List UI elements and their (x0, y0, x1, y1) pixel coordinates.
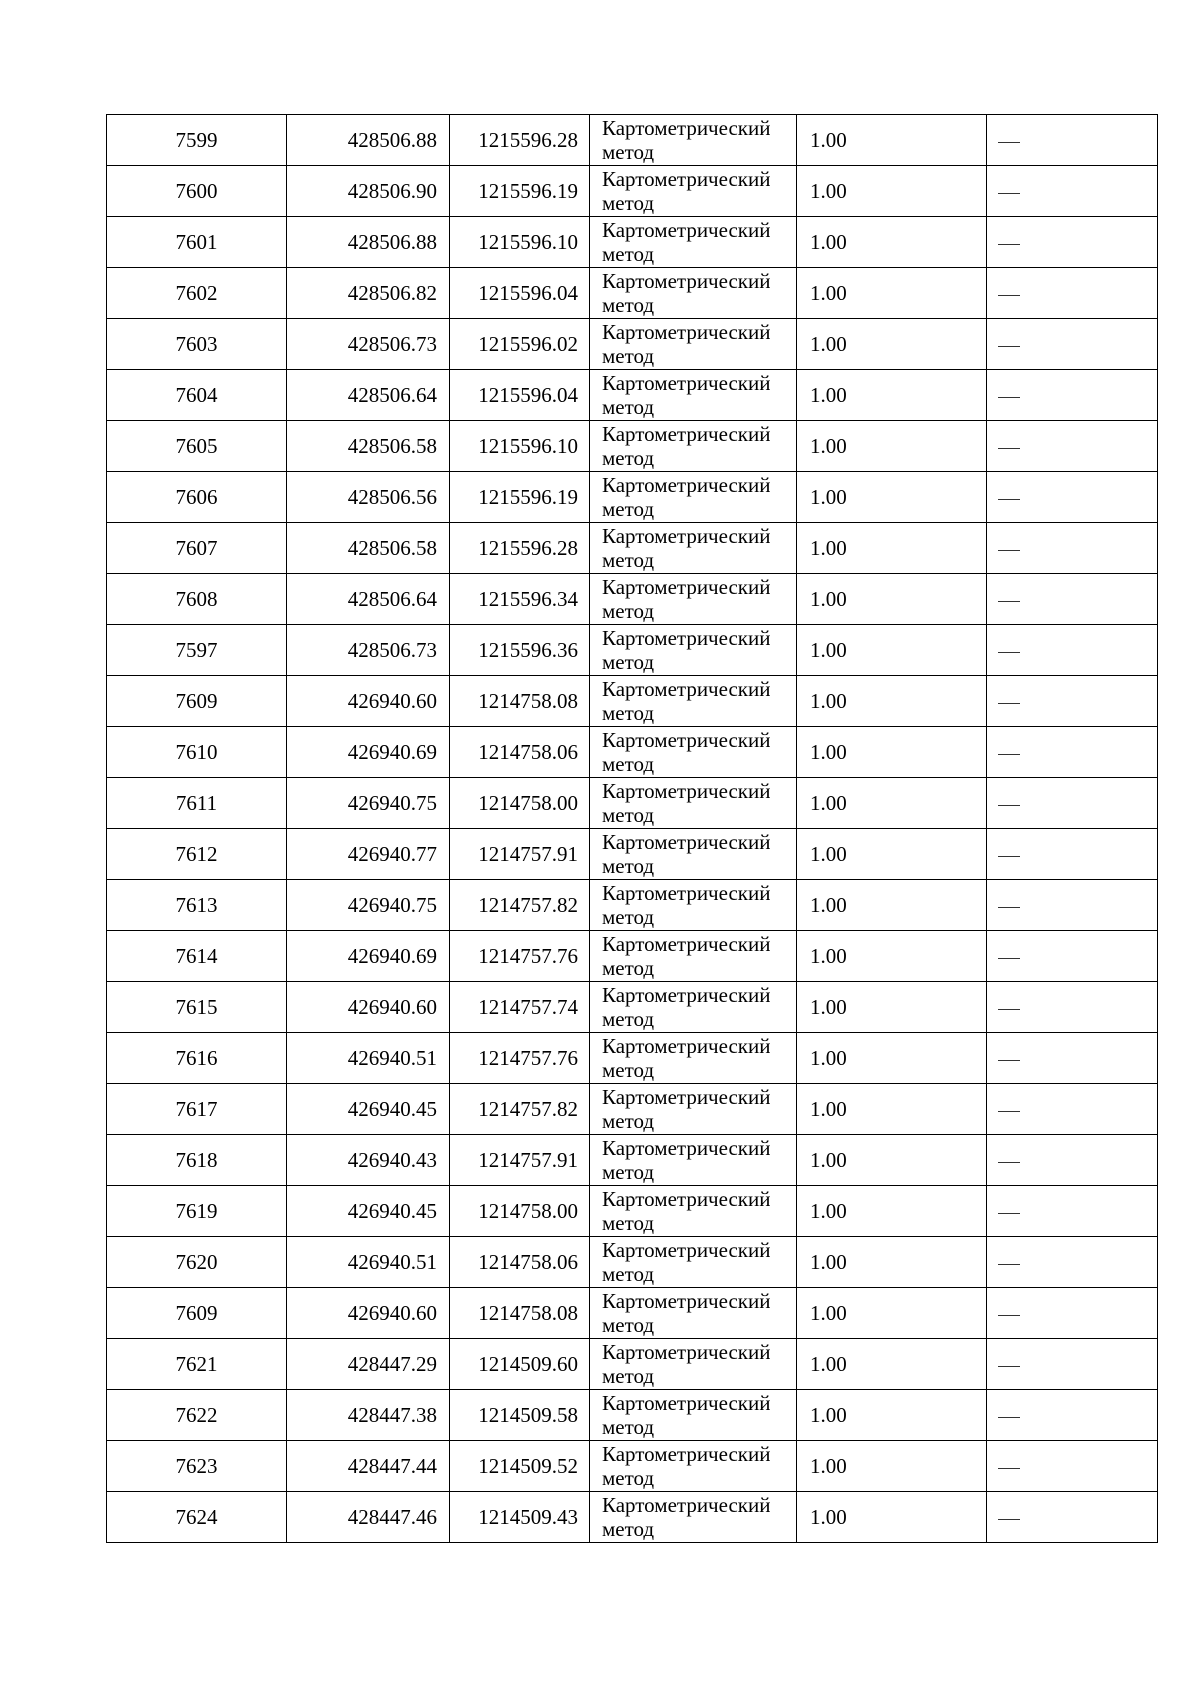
accuracy-cell: 1.00 (797, 625, 987, 676)
dash-mark (998, 601, 1020, 602)
method-cell: Картометрический метод (590, 778, 797, 829)
table-row (107, 625, 1158, 676)
table-row (107, 115, 1158, 166)
accuracy-cell: 1.00 (797, 217, 987, 268)
point-number-cell: 7623 (107, 1441, 287, 1492)
dash-mark (998, 1366, 1020, 1367)
table-row (107, 268, 1158, 319)
method-cell: Картометрический метод (590, 1339, 797, 1390)
description-cell (987, 370, 1158, 421)
description-cell (987, 982, 1158, 1033)
table-row (107, 1084, 1158, 1135)
x-coordinate-cell: 428506.73 (287, 625, 450, 676)
description-cell (987, 574, 1158, 625)
table-body (107, 115, 1158, 1543)
point-number-cell: 7611 (107, 778, 287, 829)
point-number-cell: 7600 (107, 166, 287, 217)
method-cell: Картометрический метод (590, 1135, 797, 1186)
accuracy-cell: 1.00 (797, 676, 987, 727)
y-coordinate-cell: 1214757.91 (450, 829, 590, 880)
table-row (107, 1288, 1158, 1339)
accuracy-cell: 1.00 (797, 931, 987, 982)
y-coordinate-cell: 1214758.00 (450, 1186, 590, 1237)
y-coordinate-cell: 1214757.74 (450, 982, 590, 1033)
accuracy-cell: 1.00 (797, 1186, 987, 1237)
dash-mark (998, 397, 1020, 398)
point-number-cell: 7621 (107, 1339, 287, 1390)
dash-mark (998, 1468, 1020, 1469)
x-coordinate-cell: 426940.43 (287, 1135, 450, 1186)
accuracy-cell: 1.00 (797, 523, 987, 574)
accuracy-cell: 1.00 (797, 1033, 987, 1084)
method-cell: Картометрический метод (590, 115, 797, 166)
point-number-cell: 7624 (107, 1492, 287, 1543)
accuracy-cell: 1.00 (797, 421, 987, 472)
x-coordinate-cell: 426940.60 (287, 982, 450, 1033)
dash-mark (998, 1315, 1020, 1316)
x-coordinate-cell: 426940.75 (287, 880, 450, 931)
y-coordinate-cell: 1214758.06 (450, 1237, 590, 1288)
description-cell (987, 778, 1158, 829)
accuracy-cell: 1.00 (797, 1288, 987, 1339)
table-row (107, 574, 1158, 625)
description-cell (987, 727, 1158, 778)
method-cell: Картометрический метод (590, 1288, 797, 1339)
point-number-cell: 7618 (107, 1135, 287, 1186)
point-number-cell: 7604 (107, 370, 287, 421)
method-cell: Картометрический метод (590, 217, 797, 268)
point-number-cell: 7617 (107, 1084, 287, 1135)
x-coordinate-cell: 426940.51 (287, 1033, 450, 1084)
point-number-cell: 7614 (107, 931, 287, 982)
method-cell: Картометрический метод (590, 1186, 797, 1237)
description-cell (987, 523, 1158, 574)
x-coordinate-cell: 428447.38 (287, 1390, 450, 1441)
table-row (107, 217, 1158, 268)
table-row (107, 727, 1158, 778)
table-row (107, 1339, 1158, 1390)
dash-mark (998, 907, 1020, 908)
method-cell: Картометрический метод (590, 268, 797, 319)
method-cell: Картометрический метод (590, 421, 797, 472)
point-number-cell: 7608 (107, 574, 287, 625)
x-coordinate-cell: 428506.88 (287, 115, 450, 166)
x-coordinate-cell: 426940.69 (287, 931, 450, 982)
table-row (107, 778, 1158, 829)
description-cell (987, 472, 1158, 523)
description-cell (987, 1135, 1158, 1186)
dash-mark (998, 652, 1020, 653)
x-coordinate-cell: 428506.56 (287, 472, 450, 523)
description-cell (987, 1339, 1158, 1390)
table-row (107, 1441, 1158, 1492)
y-coordinate-cell: 1214757.82 (450, 1084, 590, 1135)
accuracy-cell: 1.00 (797, 778, 987, 829)
dash-mark (998, 346, 1020, 347)
accuracy-cell: 1.00 (797, 115, 987, 166)
table-row (107, 1237, 1158, 1288)
x-coordinate-cell: 428447.46 (287, 1492, 450, 1543)
description-cell (987, 217, 1158, 268)
x-coordinate-cell: 428506.82 (287, 268, 450, 319)
y-coordinate-cell: 1214757.82 (450, 880, 590, 931)
dash-mark (998, 703, 1020, 704)
y-coordinate-cell: 1215596.02 (450, 319, 590, 370)
point-number-cell: 7612 (107, 829, 287, 880)
accuracy-cell: 1.00 (797, 268, 987, 319)
accuracy-cell: 1.00 (797, 319, 987, 370)
method-cell: Картометрический метод (590, 676, 797, 727)
accuracy-cell: 1.00 (797, 1492, 987, 1543)
dash-mark (998, 1162, 1020, 1163)
dash-mark (998, 1264, 1020, 1265)
accuracy-cell: 1.00 (797, 472, 987, 523)
method-cell: Картометрический метод (590, 319, 797, 370)
dash-mark (998, 142, 1020, 143)
description-cell (987, 1441, 1158, 1492)
x-coordinate-cell: 426940.45 (287, 1084, 450, 1135)
x-coordinate-cell: 426940.69 (287, 727, 450, 778)
dash-mark (998, 1111, 1020, 1112)
accuracy-cell: 1.00 (797, 1441, 987, 1492)
y-coordinate-cell: 1215596.28 (450, 523, 590, 574)
description-cell (987, 880, 1158, 931)
dash-mark (998, 295, 1020, 296)
method-cell: Картометрический метод (590, 1084, 797, 1135)
accuracy-cell: 1.00 (797, 1237, 987, 1288)
y-coordinate-cell: 1214509.60 (450, 1339, 590, 1390)
x-coordinate-cell: 428506.90 (287, 166, 450, 217)
description-cell (987, 166, 1158, 217)
accuracy-cell: 1.00 (797, 1084, 987, 1135)
description-cell (987, 115, 1158, 166)
y-coordinate-cell: 1214758.08 (450, 676, 590, 727)
dash-mark (998, 1519, 1020, 1520)
table-row (107, 880, 1158, 931)
dash-mark (998, 958, 1020, 959)
point-number-cell: 7613 (107, 880, 287, 931)
x-coordinate-cell: 426940.75 (287, 778, 450, 829)
dash-mark (998, 1417, 1020, 1418)
method-cell: Картометрический метод (590, 982, 797, 1033)
dash-mark (998, 193, 1020, 194)
method-cell: Картометрический метод (590, 370, 797, 421)
y-coordinate-cell: 1214757.76 (450, 1033, 590, 1084)
method-cell: Картометрический метод (590, 574, 797, 625)
y-coordinate-cell: 1215596.04 (450, 370, 590, 421)
y-coordinate-cell: 1214758.08 (450, 1288, 590, 1339)
table-row (107, 166, 1158, 217)
y-coordinate-cell: 1215596.36 (450, 625, 590, 676)
method-cell: Картометрический метод (590, 625, 797, 676)
table-row (107, 523, 1158, 574)
point-number-cell: 7615 (107, 982, 287, 1033)
x-coordinate-cell: 426940.51 (287, 1237, 450, 1288)
dash-mark (998, 499, 1020, 500)
description-cell (987, 319, 1158, 370)
y-coordinate-cell: 1214509.52 (450, 1441, 590, 1492)
x-coordinate-cell: 428506.58 (287, 523, 450, 574)
x-coordinate-cell: 426940.45 (287, 1186, 450, 1237)
point-number-cell: 7607 (107, 523, 287, 574)
dash-mark (998, 754, 1020, 755)
point-number-cell: 7609 (107, 1288, 287, 1339)
method-cell: Картометрический метод (590, 880, 797, 931)
y-coordinate-cell: 1215596.04 (450, 268, 590, 319)
method-cell: Картометрический метод (590, 1033, 797, 1084)
table-row (107, 1135, 1158, 1186)
method-cell: Картометрический метод (590, 931, 797, 982)
point-number-cell: 7610 (107, 727, 287, 778)
y-coordinate-cell: 1215596.28 (450, 115, 590, 166)
description-cell (987, 1084, 1158, 1135)
accuracy-cell: 1.00 (797, 829, 987, 880)
x-coordinate-cell: 426940.60 (287, 676, 450, 727)
point-number-cell: 7599 (107, 115, 287, 166)
point-number-cell: 7616 (107, 1033, 287, 1084)
description-cell (987, 1390, 1158, 1441)
point-number-cell: 7620 (107, 1237, 287, 1288)
y-coordinate-cell: 1215596.10 (450, 217, 590, 268)
coordinates-table (106, 114, 1158, 1543)
y-coordinate-cell: 1214758.06 (450, 727, 590, 778)
accuracy-cell: 1.00 (797, 370, 987, 421)
accuracy-cell: 1.00 (797, 727, 987, 778)
dash-mark (998, 1213, 1020, 1214)
x-coordinate-cell: 428506.64 (287, 574, 450, 625)
x-coordinate-cell: 428447.44 (287, 1441, 450, 1492)
point-number-cell: 7619 (107, 1186, 287, 1237)
point-number-cell: 7597 (107, 625, 287, 676)
method-cell: Картометрический метод (590, 1390, 797, 1441)
x-coordinate-cell: 428447.29 (287, 1339, 450, 1390)
point-number-cell: 7609 (107, 676, 287, 727)
table-row (107, 1033, 1158, 1084)
description-cell (987, 1492, 1158, 1543)
table-row (107, 319, 1158, 370)
description-cell (987, 1186, 1158, 1237)
point-number-cell: 7622 (107, 1390, 287, 1441)
x-coordinate-cell: 428506.58 (287, 421, 450, 472)
description-cell (987, 625, 1158, 676)
point-number-cell: 7603 (107, 319, 287, 370)
accuracy-cell: 1.00 (797, 880, 987, 931)
point-number-cell: 7602 (107, 268, 287, 319)
y-coordinate-cell: 1215596.10 (450, 421, 590, 472)
y-coordinate-cell: 1215596.19 (450, 166, 590, 217)
table-row (107, 1186, 1158, 1237)
accuracy-cell: 1.00 (797, 166, 987, 217)
y-coordinate-cell: 1214757.91 (450, 1135, 590, 1186)
accuracy-cell: 1.00 (797, 574, 987, 625)
point-number-cell: 7601 (107, 217, 287, 268)
x-coordinate-cell: 426940.60 (287, 1288, 450, 1339)
y-coordinate-cell: 1214758.00 (450, 778, 590, 829)
description-cell (987, 1288, 1158, 1339)
dash-mark (998, 1009, 1020, 1010)
method-cell: Картометрический метод (590, 166, 797, 217)
dash-mark (998, 805, 1020, 806)
dash-mark (998, 856, 1020, 857)
description-cell (987, 829, 1158, 880)
accuracy-cell: 1.00 (797, 1339, 987, 1390)
table-row (107, 829, 1158, 880)
x-coordinate-cell: 426940.77 (287, 829, 450, 880)
x-coordinate-cell: 428506.73 (287, 319, 450, 370)
y-coordinate-cell: 1214509.58 (450, 1390, 590, 1441)
table-row (107, 982, 1158, 1033)
table-row (107, 421, 1158, 472)
dash-mark (998, 550, 1020, 551)
description-cell (987, 268, 1158, 319)
accuracy-cell: 1.00 (797, 982, 987, 1033)
description-cell (987, 1033, 1158, 1084)
table-row (107, 1390, 1158, 1441)
table-row (107, 1492, 1158, 1543)
x-coordinate-cell: 428506.64 (287, 370, 450, 421)
dash-mark (998, 448, 1020, 449)
method-cell: Картометрический метод (590, 829, 797, 880)
method-cell: Картометрический метод (590, 523, 797, 574)
method-cell: Картометрический метод (590, 1492, 797, 1543)
table-row (107, 472, 1158, 523)
description-cell (987, 1237, 1158, 1288)
y-coordinate-cell: 1215596.19 (450, 472, 590, 523)
accuracy-cell: 1.00 (797, 1135, 987, 1186)
table-row (107, 370, 1158, 421)
y-coordinate-cell: 1214509.43 (450, 1492, 590, 1543)
table-row (107, 676, 1158, 727)
method-cell: Картометрический метод (590, 472, 797, 523)
table-row (107, 931, 1158, 982)
point-number-cell: 7606 (107, 472, 287, 523)
description-cell (987, 931, 1158, 982)
description-cell (987, 421, 1158, 472)
dash-mark (998, 244, 1020, 245)
accuracy-cell: 1.00 (797, 1390, 987, 1441)
method-cell: Картометрический метод (590, 1441, 797, 1492)
point-number-cell: 7605 (107, 421, 287, 472)
description-cell (987, 676, 1158, 727)
y-coordinate-cell: 1215596.34 (450, 574, 590, 625)
dash-mark (998, 1060, 1020, 1061)
y-coordinate-cell: 1214757.76 (450, 931, 590, 982)
method-cell: Картометрический метод (590, 727, 797, 778)
x-coordinate-cell: 428506.88 (287, 217, 450, 268)
method-cell: Картометрический метод (590, 1237, 797, 1288)
